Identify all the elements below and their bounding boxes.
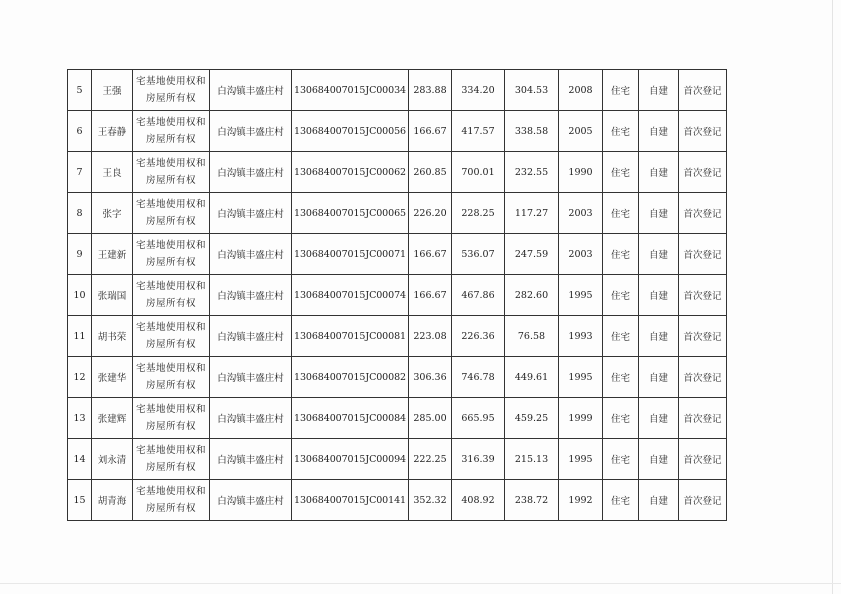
registration-type-cell: 首次登记 — [679, 480, 727, 521]
right-type-line-2: 房屋所有权 — [145, 503, 196, 514]
registration-type-cell: 首次登记 — [679, 398, 727, 439]
owner-name-cell: 王春静 — [92, 111, 133, 152]
parcel-code-cell: 130684007015JC00082 — [292, 357, 409, 398]
row-number-cell: 13 — [68, 398, 92, 439]
use-cell: 住宅 — [603, 275, 639, 316]
right-type-line-1: 宅基地使用权和 — [135, 322, 206, 333]
area-3-cell: 459.25 — [505, 398, 559, 439]
area-1-cell: 222.25 — [409, 439, 452, 480]
right-type-line-2: 房屋所有权 — [145, 216, 196, 227]
area-2-cell: 700.01 — [452, 152, 505, 193]
owner-name-cell: 张瑞国 — [92, 275, 133, 316]
area-3-cell: 304.53 — [505, 70, 559, 111]
right-type-line-1: 宅基地使用权和 — [135, 404, 206, 415]
table-row — [68, 275, 727, 316]
right-type-cell — [133, 480, 210, 521]
source-cell: 自建 — [639, 275, 679, 316]
registration-type-cell: 首次登记 — [679, 111, 727, 152]
location-cell: 白沟镇丰盛庄村 — [210, 275, 292, 316]
source-cell: 自建 — [639, 70, 679, 111]
area-1-cell: 166.67 — [409, 275, 452, 316]
use-cell: 住宅 — [603, 193, 639, 234]
year-cell: 2008 — [559, 70, 603, 111]
right-type-cell — [133, 234, 210, 275]
row-number-cell: 11 — [68, 316, 92, 357]
row-number-cell: 6 — [68, 111, 92, 152]
location-cell: 白沟镇丰盛庄村 — [210, 152, 292, 193]
right-type-cell — [133, 193, 210, 234]
right-type-line-2: 房屋所有权 — [145, 421, 196, 432]
area-3-cell: 247.59 — [505, 234, 559, 275]
right-type-line-1: 宅基地使用权和 — [135, 486, 206, 497]
right-type-cell — [133, 111, 210, 152]
source-cell: 自建 — [639, 152, 679, 193]
area-3-cell: 338.58 — [505, 111, 559, 152]
year-cell: 2003 — [559, 234, 603, 275]
area-3-cell: 449.61 — [505, 357, 559, 398]
table-row — [68, 357, 727, 398]
area-3-cell: 282.60 — [505, 275, 559, 316]
registration-type-cell: 首次登记 — [679, 439, 727, 480]
year-cell: 1995 — [559, 275, 603, 316]
year-cell: 1990 — [559, 152, 603, 193]
area-1-cell: 285.00 — [409, 398, 452, 439]
use-cell: 住宅 — [603, 316, 639, 357]
use-cell: 住宅 — [603, 480, 639, 521]
right-type-cell — [133, 439, 210, 480]
area-1-cell: 352.32 — [409, 480, 452, 521]
right-type-line-1: 宅基地使用权和 — [135, 158, 206, 169]
location-cell: 白沟镇丰盛庄村 — [210, 357, 292, 398]
parcel-code-cell: 130684007015JC00065 — [292, 193, 409, 234]
area-1-cell: 223.08 — [409, 316, 452, 357]
right-type-cell — [133, 316, 210, 357]
table-row — [68, 70, 727, 111]
area-1-cell: 166.67 — [409, 111, 452, 152]
location-cell: 白沟镇丰盛庄村 — [210, 439, 292, 480]
table-row — [68, 111, 727, 152]
parcel-code-cell: 130684007015JC00094 — [292, 439, 409, 480]
use-cell: 住宅 — [603, 398, 639, 439]
right-type-cell — [133, 398, 210, 439]
area-3-cell: 76.58 — [505, 316, 559, 357]
row-number-cell: 7 — [68, 152, 92, 193]
registration-type-cell: 首次登记 — [679, 357, 727, 398]
right-type-line-1: 宅基地使用权和 — [135, 76, 206, 87]
scan-edge-right — [832, 0, 833, 594]
location-cell: 白沟镇丰盛庄村 — [210, 234, 292, 275]
table-body — [68, 70, 727, 521]
right-type-cell — [133, 357, 210, 398]
right-type-line-1: 宅基地使用权和 — [135, 240, 206, 251]
use-cell: 住宅 — [603, 70, 639, 111]
year-cell: 1993 — [559, 316, 603, 357]
area-2-cell: 417.57 — [452, 111, 505, 152]
owner-name-cell: 王良 — [92, 152, 133, 193]
registration-type-cell: 首次登记 — [679, 193, 727, 234]
row-number-cell: 14 — [68, 439, 92, 480]
right-type-line-1: 宅基地使用权和 — [135, 445, 206, 456]
table-row — [68, 480, 727, 521]
parcel-code-cell: 130684007015JC00084 — [292, 398, 409, 439]
year-cell: 2003 — [559, 193, 603, 234]
right-type-line-2: 房屋所有权 — [145, 339, 196, 350]
row-number-cell: 8 — [68, 193, 92, 234]
parcel-code-cell: 130684007015JC00062 — [292, 152, 409, 193]
registration-type-cell: 首次登记 — [679, 275, 727, 316]
source-cell: 自建 — [639, 480, 679, 521]
area-2-cell: 408.92 — [452, 480, 505, 521]
use-cell: 住宅 — [603, 234, 639, 275]
right-type-line-1: 宅基地使用权和 — [135, 281, 206, 292]
right-type-line-2: 房屋所有权 — [145, 175, 196, 186]
use-cell: 住宅 — [603, 152, 639, 193]
owner-name-cell: 王强 — [92, 70, 133, 111]
parcel-code-cell: 130684007015JC00141 — [292, 480, 409, 521]
source-cell: 自建 — [639, 316, 679, 357]
year-cell: 1999 — [559, 398, 603, 439]
source-cell: 自建 — [639, 234, 679, 275]
table-row — [68, 193, 727, 234]
right-type-line-1: 宅基地使用权和 — [135, 199, 206, 210]
source-cell: 自建 — [639, 398, 679, 439]
registration-type-cell: 首次登记 — [679, 316, 727, 357]
right-type-line-2: 房屋所有权 — [145, 134, 196, 145]
area-2-cell: 226.36 — [452, 316, 505, 357]
owner-name-cell: 胡书荣 — [92, 316, 133, 357]
parcel-code-cell: 130684007015JC00071 — [292, 234, 409, 275]
year-cell: 1995 — [559, 357, 603, 398]
location-cell: 白沟镇丰盛庄村 — [210, 316, 292, 357]
owner-name-cell: 张字 — [92, 193, 133, 234]
location-cell: 白沟镇丰盛庄村 — [210, 111, 292, 152]
right-type-line-2: 房屋所有权 — [145, 462, 196, 473]
source-cell: 自建 — [639, 111, 679, 152]
area-2-cell: 334.20 — [452, 70, 505, 111]
row-number-cell: 12 — [68, 357, 92, 398]
area-1-cell: 166.67 — [409, 234, 452, 275]
right-type-cell — [133, 70, 210, 111]
year-cell: 2005 — [559, 111, 603, 152]
area-2-cell: 228.25 — [452, 193, 505, 234]
right-type-line-1: 宅基地使用权和 — [135, 117, 206, 128]
location-cell: 白沟镇丰盛庄村 — [210, 193, 292, 234]
location-cell: 白沟镇丰盛庄村 — [210, 480, 292, 521]
right-type-line-1: 宅基地使用权和 — [135, 363, 206, 374]
area-2-cell: 665.95 — [452, 398, 505, 439]
area-2-cell: 746.78 — [452, 357, 505, 398]
year-cell: 1992 — [559, 480, 603, 521]
source-cell: 自建 — [639, 439, 679, 480]
location-cell: 白沟镇丰盛庄村 — [210, 70, 292, 111]
right-type-line-2: 房屋所有权 — [145, 257, 196, 268]
area-3-cell: 215.13 — [505, 439, 559, 480]
table-row — [68, 439, 727, 480]
area-2-cell: 316.39 — [452, 439, 505, 480]
use-cell: 住宅 — [603, 357, 639, 398]
use-cell: 住宅 — [603, 439, 639, 480]
owner-name-cell: 王建新 — [92, 234, 133, 275]
location-cell: 白沟镇丰盛庄村 — [210, 398, 292, 439]
table-row — [68, 398, 727, 439]
owner-name-cell: 胡青海 — [92, 480, 133, 521]
owner-name-cell: 刘永清 — [92, 439, 133, 480]
row-number-cell: 15 — [68, 480, 92, 521]
right-type-line-2: 房屋所有权 — [145, 380, 196, 391]
parcel-code-cell: 130684007015JC00074 — [292, 275, 409, 316]
scan-edge-bottom — [0, 583, 841, 584]
right-type-line-2: 房屋所有权 — [145, 93, 196, 104]
source-cell: 自建 — [639, 357, 679, 398]
source-cell: 自建 — [639, 193, 679, 234]
area-1-cell: 306.36 — [409, 357, 452, 398]
row-number-cell: 9 — [68, 234, 92, 275]
right-type-line-2: 房屋所有权 — [145, 298, 196, 309]
right-type-cell — [133, 152, 210, 193]
parcel-code-cell: 130684007015JC00034 — [292, 70, 409, 111]
area-1-cell: 226.20 — [409, 193, 452, 234]
area-3-cell: 232.55 — [505, 152, 559, 193]
area-3-cell: 117.27 — [505, 193, 559, 234]
use-cell: 住宅 — [603, 111, 639, 152]
table-row — [68, 316, 727, 357]
area-3-cell: 238.72 — [505, 480, 559, 521]
right-type-cell — [133, 275, 210, 316]
registration-type-cell: 首次登记 — [679, 152, 727, 193]
registration-type-cell: 首次登记 — [679, 234, 727, 275]
registration-table — [67, 69, 727, 521]
row-number-cell: 10 — [68, 275, 92, 316]
area-1-cell: 260.85 — [409, 152, 452, 193]
owner-name-cell: 张建辉 — [92, 398, 133, 439]
row-number-cell: 5 — [68, 70, 92, 111]
year-cell: 1995 — [559, 439, 603, 480]
parcel-code-cell: 130684007015JC00056 — [292, 111, 409, 152]
area-1-cell: 283.88 — [409, 70, 452, 111]
registration-type-cell: 首次登记 — [679, 70, 727, 111]
owner-name-cell: 张建华 — [92, 357, 133, 398]
parcel-code-cell: 130684007015JC00081 — [292, 316, 409, 357]
area-2-cell: 536.07 — [452, 234, 505, 275]
area-2-cell: 467.86 — [452, 275, 505, 316]
table-row — [68, 152, 727, 193]
table-row — [68, 234, 727, 275]
